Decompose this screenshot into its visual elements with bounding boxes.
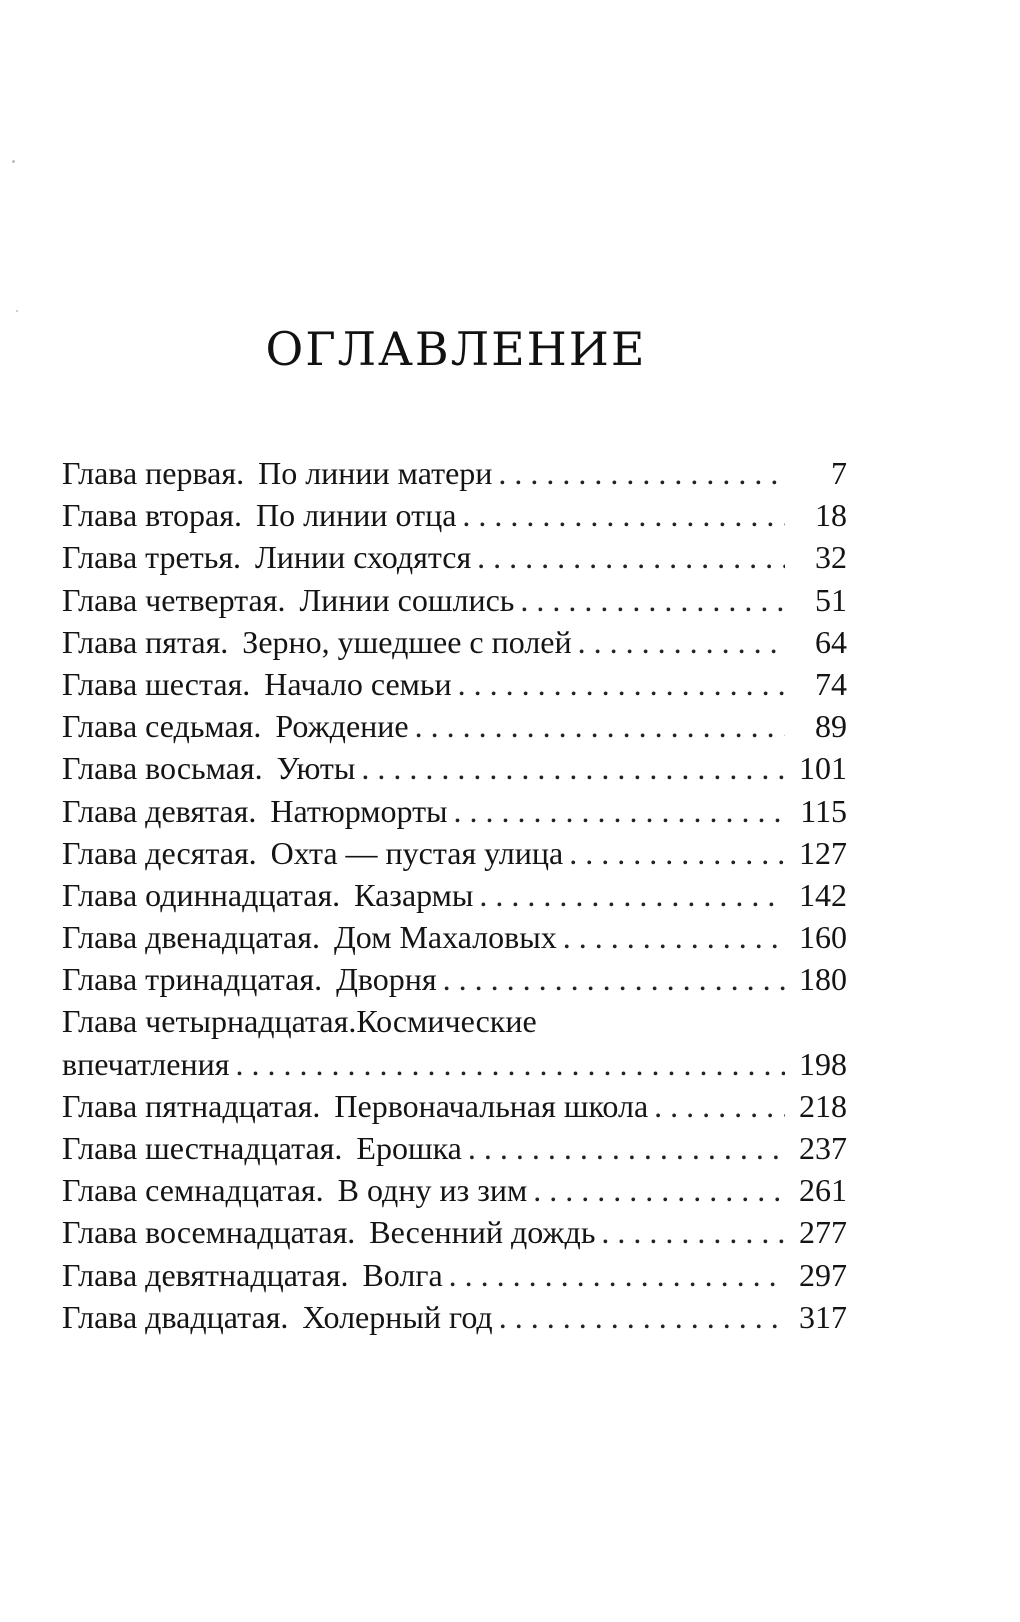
page-number: 127 [799,834,847,871]
page-number: 115 [800,792,847,829]
dot-leader [654,1085,785,1127]
chapter-label: Глава шестнадцатая. [62,1130,343,1166]
chapter-title: Натюрморты [270,792,448,829]
page-number: 218 [799,1087,847,1124]
page-title: ОГЛАВЛЕНИЕ [265,322,647,376]
chapter-label: Глава седьмая. [62,708,262,745]
page-number: 51 [815,581,847,618]
chapter-title: Космические [356,1003,537,1040]
dot-leader [361,747,785,789]
page-number: 198 [799,1045,847,1082]
chapter-label: Глава четырнадцатая. [62,1003,357,1040]
page-number: 237 [799,1130,847,1166]
chapter-title: Рождение [275,708,409,745]
toc-entry [62,621,847,663]
chapter-title: Зерно, ушедшее с полей [242,623,572,660]
chapter-title: Линии сошлись [299,581,515,618]
chapter-title: Линии сходятся [255,539,472,576]
dot-leader [235,1043,785,1085]
page-number: 317 [799,1298,847,1335]
toc-entry [62,663,847,705]
dot-leader [601,1211,785,1253]
chapter-title-continuation: впечатления [62,1045,230,1082]
toc-entry [62,1000,847,1084]
toc-entry [62,494,847,536]
chapter-label: Глава третья. [62,539,242,576]
chapter-title: Волга [362,1256,443,1293]
toc-entry [62,790,847,832]
chapter-label: Глава пятая. [62,623,229,660]
dot-leader [479,874,785,916]
chapter-title: Холерный год [302,1298,493,1335]
dot-leader [498,452,785,494]
chapter-label: Глава шестая. [62,665,251,702]
page-number: 101 [799,750,847,787]
toc-entry [62,1169,847,1211]
page-number: 142 [799,876,847,913]
page-number: 74 [815,665,847,702]
dot-leader [468,1127,785,1169]
chapter-label: Глава двадцатая. [62,1298,289,1335]
dot-leader [533,1169,785,1211]
dot-leader [499,1296,785,1338]
chapter-label: Глава двенадцатая. [62,919,320,956]
dot-leader [520,579,785,621]
toc-entry [62,452,847,494]
page-number: 89 [815,708,847,745]
dot-leader [462,494,785,536]
toc-entry [62,1296,847,1338]
chapter-title: Охта — пустая улица [270,834,564,871]
chapter-label: Глава тринадцатая. [62,961,323,998]
chapter-title: В одну из зим [337,1172,528,1209]
dot-leader [569,832,785,874]
chapter-label: Глава девятая. [62,792,257,829]
chapter-title: Дворня [336,961,437,998]
page-number: 297 [799,1256,847,1293]
page-number: 277 [799,1214,847,1251]
toc-entry [62,747,847,789]
toc-entry [62,536,847,578]
page-number: 7 [831,455,847,491]
chapter-label: Глава четвертая. [62,581,286,618]
chapter-label: Глава восемнадцатая. [62,1214,356,1251]
chapter-title: Ерошка [356,1130,462,1166]
chapter-label: Глава пятнадцатая. [62,1087,321,1124]
toc-entry [62,705,847,747]
dot-leader [477,536,785,578]
page-number: 32 [815,539,847,576]
dot-leader [415,705,785,747]
chapter-title: Начало семьи [264,665,452,702]
chapter-label: Глава девятнадцатая. [62,1256,349,1293]
toc-entry [62,958,847,1000]
chapter-title: Казармы [354,876,474,913]
toc-entry [62,916,847,958]
chapter-label: Глава одиннадцатая. [62,876,341,913]
chapter-title: Дом Махаловых [333,919,557,956]
print-speck [12,160,15,163]
dot-leader [578,621,785,663]
page-number: 160 [799,919,847,956]
chapter-label: Глава вторая. [62,497,242,534]
dot-leader [443,958,785,1000]
print-speck [16,310,18,312]
chapter-label: Глава семнадцатая. [62,1172,324,1209]
chapter-title: По линии матери [258,455,493,491]
toc-entry [62,579,847,621]
toc-entry [62,1127,847,1169]
chapter-title: Весенний дождь [369,1214,596,1251]
chapter-title: Первоначальная школа [334,1087,649,1124]
page-number: 180 [799,961,847,998]
toc-entry [62,1254,847,1296]
dot-leader [563,916,785,958]
table-of-contents [62,452,847,1338]
toc-entry [62,1211,847,1253]
dot-leader [454,790,785,832]
chapter-title: По линии отца [255,497,457,534]
page-number: 18 [815,497,847,534]
chapter-label: Глава первая. [62,455,245,491]
chapter-label: Глава восьмая. [62,750,263,787]
toc-entry [62,1085,847,1127]
toc-entry [62,874,847,916]
dot-leader [449,1254,785,1296]
chapter-label: Глава десятая. [62,834,257,871]
page-number: 64 [815,623,847,660]
dot-leader [458,663,785,705]
page-number: 261 [799,1172,847,1209]
chapter-title: Уюты [276,750,356,787]
toc-entry [62,832,847,874]
